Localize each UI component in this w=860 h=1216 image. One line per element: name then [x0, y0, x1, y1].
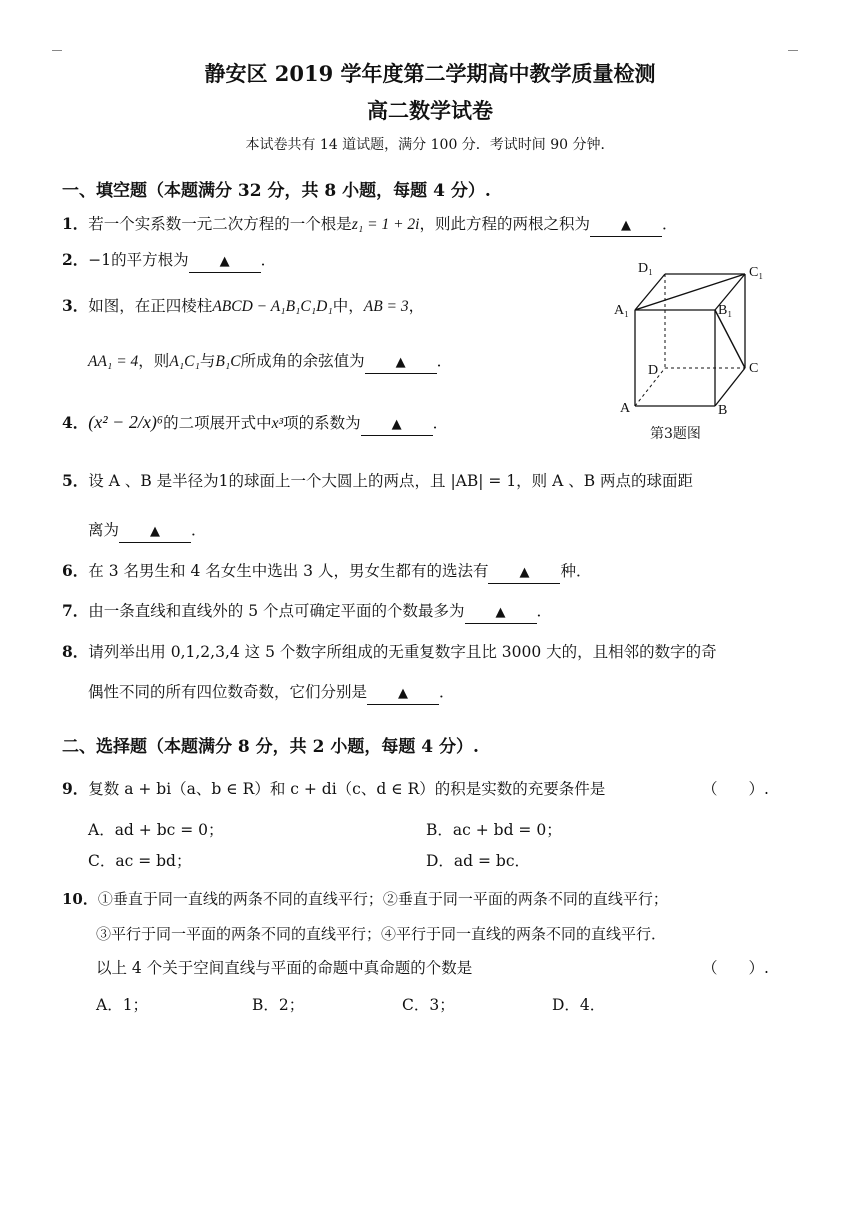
q1-text-b: ，则此方程的两根之积为 [419, 215, 590, 233]
q7-text: 由一条直线和直线外的 5 个点可确定平面的个数最多为 [88, 602, 465, 620]
q3-text-c: ， [408, 297, 425, 315]
q6-text: 在 3 名男生和 4 名女生中选出 3 人，男女生都有的选法有 [88, 562, 489, 580]
q2-end: ． [260, 251, 277, 269]
q5-number: 5． [62, 471, 89, 490]
q3-math-aa1: AA₁ = 4 [88, 353, 139, 370]
q5-text-line2: 离为 [88, 521, 120, 539]
q5-answer-blank[interactable]: ▲ [119, 522, 191, 543]
q8-text-line1: 请列举出用 0,1,2,3,4 这 5 个数字所组成的无重复数字且比 3000 大的，且相邻的数字的奇 [88, 643, 717, 661]
q3-end: ． [436, 352, 453, 370]
q9-option-d[interactable]: D．ad = bc． [426, 852, 531, 870]
q4-text-b: 项的系数为 [283, 414, 361, 432]
q4-number: 4． [62, 413, 89, 432]
question-5-line2 [88, 520, 207, 543]
diagonal-b1c [715, 310, 745, 368]
q1-math: z₁ = 1 + 2i [351, 216, 420, 233]
q8-number: 8． [62, 642, 89, 661]
label-d: D [648, 363, 659, 378]
q4-math: x³ [271, 415, 284, 432]
q4-answer-blank[interactable]: ▲ [361, 415, 433, 436]
q3-text-f: 所成角的余弦值为 [240, 352, 365, 370]
prism-figure [608, 258, 778, 448]
question-3-line1 [62, 296, 424, 317]
q9-answer-paren[interactable]: （ ）. [702, 780, 769, 798]
q3-text-b: 中， [332, 297, 364, 315]
q9-option-a[interactable]: A．ad + bc = 0； [88, 821, 224, 839]
label-c: C [749, 361, 759, 376]
q3-answer-blank[interactable]: ▲ [365, 353, 437, 374]
q9-option-c[interactable]: C．ac = bd； [88, 852, 192, 870]
q6-end: 种． [560, 562, 592, 580]
q7-answer-blank[interactable]: ▲ [465, 603, 537, 624]
edge-bc [715, 368, 745, 406]
q10-option-a[interactable]: A．1； [96, 996, 149, 1014]
exam-title: 静安区 2019 学年度第二学期高中教学质量检测 [204, 61, 656, 86]
label-d1: D₁ [638, 261, 653, 276]
q4-text-a: 的二项展开式中 [163, 414, 272, 432]
question-1 [62, 214, 678, 237]
q3-number: 3． [62, 296, 89, 315]
q2-text: −1的平方根为 [88, 251, 189, 269]
q9-text: 复数 a + bi（a、b ∈ R）和 c + di（c、d ∈ R）的积是实数的充要条件是 [88, 780, 606, 798]
question-6 [62, 561, 591, 584]
q10-text-line3: 以上 4 个关于空间直线与平面的命题中真命题的个数是 [96, 959, 473, 977]
q1-end: ． [661, 215, 678, 233]
q1-text-a: 若一个实系数一元二次方程的一个根是 [88, 215, 352, 233]
exam-note: 本试卷共有 14 道试题，满分 100 分．考试时间 90 分钟． [245, 137, 615, 153]
q1-number: 1． [62, 214, 89, 233]
exam-subtitle: 高二数学试卷 [367, 98, 493, 123]
q4-expression: (x² − 2/x)⁶ [88, 412, 164, 432]
question-9 [62, 779, 605, 799]
label-c1: C₁ [749, 265, 764, 280]
q3-math-prism: ABCD − A₁B₁C₁D₁ [212, 298, 333, 315]
q10-option-b[interactable]: B．2； [252, 996, 305, 1014]
q5-end: ． [191, 521, 207, 539]
label-b1: B₁ [718, 303, 733, 318]
q10-text-line1: ①垂直于同一直线的两条不同的直线平行；②垂直于同一平面的两条不同的直线平行； [97, 890, 668, 908]
label-b: B [718, 403, 728, 418]
q8-end: ． [439, 683, 455, 701]
question-10-line1 [62, 889, 668, 909]
corner-mark-right [788, 50, 798, 51]
q7-number: 7． [62, 601, 89, 620]
q9-number: 9． [62, 779, 89, 798]
q10-text-line2: ③平行于同一平面的两条不同的直线平行；④平行于同一直线的两条不同的直线平行． [96, 925, 667, 943]
question-3-line2 [88, 351, 452, 374]
q8-text-line2: 偶性不同的所有四位数奇数，它们分别是 [88, 683, 368, 701]
question-5-line1 [62, 471, 693, 491]
question-4 [62, 412, 448, 436]
q4-end: ． [432, 414, 449, 432]
q3-text-d: ，则 [138, 352, 170, 370]
q10-number: 10． [62, 890, 98, 908]
q2-answer-blank[interactable]: ▲ [189, 252, 261, 273]
question-7 [62, 601, 552, 624]
q8-answer-blank[interactable]: ▲ [367, 684, 439, 705]
q10-option-c[interactable]: C．3； [402, 996, 455, 1014]
q3-math-a1c1: A₁C₁ [169, 353, 200, 370]
figure-caption: 第3题图 [650, 426, 701, 442]
q3-math-b1c: B₁C [215, 353, 241, 370]
q3-text-e: 与 [199, 352, 216, 370]
label-a1: A₁ [614, 303, 629, 318]
corner-mark-left [52, 50, 62, 51]
section1-heading: 一、填空题（本题满分 32 分，共 8 小题，每题 4 分）. [62, 181, 491, 201]
q10-answer-paren[interactable]: （ ）. [702, 959, 769, 977]
q7-end: ． [536, 602, 553, 620]
q6-number: 6． [62, 561, 89, 580]
q2-number: 2． [62, 250, 89, 269]
q10-option-d[interactable]: D．4． [552, 996, 606, 1014]
q3-math-ab: AB = 3 [363, 298, 409, 315]
question-2 [62, 250, 276, 273]
question-8-line2 [88, 682, 455, 705]
q9-option-b[interactable]: B．ac + bd = 0； [426, 821, 562, 839]
q3-text-a: 如图，在正四棱柱 [88, 297, 213, 315]
label-a: A [620, 401, 631, 416]
q1-answer-blank[interactable]: ▲ [590, 216, 662, 237]
section2-heading: 二、选择题（本题满分 8 分，共 2 小题，每题 4 分）. [62, 737, 479, 757]
q6-answer-blank[interactable]: ▲ [488, 563, 560, 584]
q5-text-line1: 设 A 、B 是半径为1的球面上一个大圆上的两点，且 |AB| = 1，则 A 、B 两点的球面距 [88, 472, 694, 490]
question-8-line1 [62, 642, 717, 662]
